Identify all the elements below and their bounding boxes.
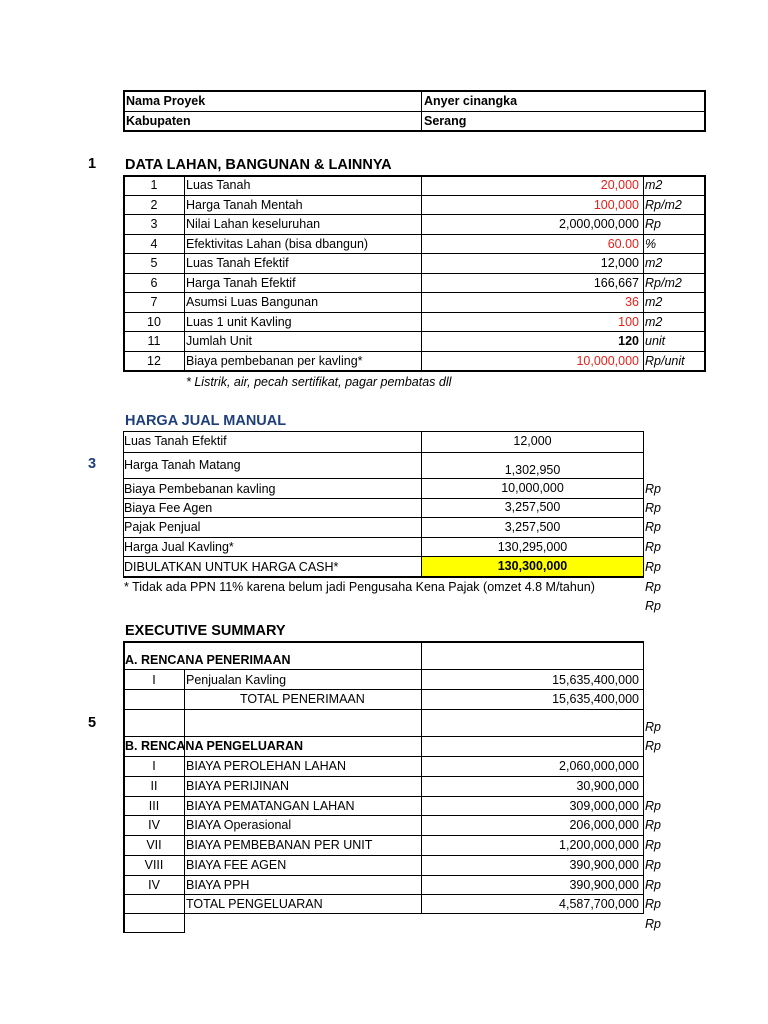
data-lahan-row-label: Jumlah Unit: [186, 334, 252, 348]
pengeluaran-row-label: BIAYA PEROLEHAN LAHAN: [186, 759, 347, 773]
pengeluaran-row-unit: Rp: [645, 838, 661, 853]
last-row-unit: Rp: [645, 917, 661, 931]
pengeluaran-row-value: 390,900,000: [569, 858, 639, 872]
data-lahan-row-unit: unit: [645, 334, 666, 348]
harga-jual-row-label: Harga Jual Kavling*: [124, 540, 234, 554]
section-title-harga-jual: HARGA JUAL MANUAL: [125, 413, 287, 429]
data-lahan-row-no: 4: [150, 236, 158, 251]
cash-price-value: 130,300,000: [497, 559, 568, 573]
pengeluaran-row-label: BIAYA FEE AGEN: [186, 858, 287, 872]
harga-jual-row-label: Biaya Pembebanan kavling: [124, 482, 276, 496]
data-lahan-row-unit: m2: [645, 295, 663, 309]
pengeluaran-row-label: BIAYA PEMBEBANAN PER UNIT: [186, 838, 373, 853]
section-title-executive-summary: EXECUTIVE SUMMARY: [125, 623, 286, 639]
data-lahan-row-label: Luas 1 unit Kavling: [186, 314, 292, 329]
pengeluaran-row-value: 390,900,000: [569, 877, 639, 892]
data-lahan-row-no: 1: [150, 178, 158, 192]
total-penerimaan-label: TOTAL PENERIMAAN: [240, 692, 365, 706]
data-lahan-row-unit: Rp/unit: [645, 353, 685, 368]
pengeluaran-row-value: 2,060,000,000: [559, 759, 639, 773]
harga-jual-row-label: DIBULATKAN UNTUK HARGA CASH*: [124, 560, 339, 574]
penerimaan-heading: A. RENCANA PENERIMAAN: [125, 653, 291, 667]
data-lahan-row-value[interactable]: 100: [618, 314, 639, 329]
data-lahan-row-label: Nilai Lahan keseluruhan: [186, 217, 321, 231]
pengeluaran-row-label: BIAYA Operasional: [186, 818, 292, 833]
data-lahan-row-unit: m2: [645, 178, 663, 192]
section1-footnote: * Listrik, air, pecah sertifikat, pagar pembatas dll: [186, 375, 452, 389]
data-lahan-row-unit: %: [645, 236, 657, 251]
pengeluaran-row-no: IV: [148, 818, 160, 833]
harga-jual-row-label: Biaya Fee Agen: [124, 501, 213, 515]
pengeluaran-row-label: BIAYA PEMATANGAN LAHAN: [186, 798, 355, 813]
total-pengeluaran-value: 4,587,700,000: [559, 897, 639, 911]
data-lahan-row-value[interactable]: 20,000: [600, 178, 639, 192]
data-lahan-row-unit: Rp/m2: [645, 275, 682, 290]
data-lahan-row-no: 10: [147, 314, 161, 329]
data-lahan-row-label: Biaya pembebanan per kavling*: [186, 353, 363, 368]
data-lahan-row-value: 120: [618, 334, 639, 348]
harga-jual-row-label: Luas Tanah Efektif: [124, 434, 227, 448]
data-lahan-row-no: 6: [150, 275, 158, 290]
pengeluaran-row-unit: Rp: [645, 818, 661, 833]
blank-row-unit: Rp: [645, 720, 661, 734]
harga-jual-row-value: 3,257,500: [504, 520, 561, 534]
data-lahan-row-unit: m2: [645, 314, 663, 329]
data-lahan-row-value: 2,000,000,000: [559, 217, 639, 231]
data-lahan-row-no: 3: [150, 217, 158, 231]
data-lahan-row-no: 7: [150, 295, 158, 309]
data-lahan-row-unit: m2: [645, 256, 663, 270]
data-lahan-row-no: 11: [147, 334, 161, 348]
data-lahan-row-value[interactable]: 100,000: [593, 197, 639, 212]
pengeluaran-row-no: II: [150, 778, 158, 793]
pengeluaran-row-value: 1,200,000,000: [559, 838, 639, 853]
data-lahan-row-value: 166,667: [593, 275, 639, 290]
penerimaan-row-value: 15,635,400,000: [552, 673, 639, 687]
data-lahan-row-unit: Rp/m2: [645, 197, 682, 212]
pengeluaran-row-label: BIAYA PERIJINAN: [186, 778, 290, 793]
harga-jual-row-value: 10,000,000: [501, 481, 564, 495]
harga-jual-row-label: Harga Tanah Matang: [124, 458, 241, 472]
harga-jual-row-value: 130,295,000: [497, 540, 568, 554]
kabupaten-label: Kabupaten: [126, 114, 191, 128]
pengeluaran-row-no: IV: [148, 877, 160, 892]
section-number-5: 5: [88, 715, 97, 731]
harga-jual-row-unit: Rp: [645, 482, 661, 496]
section3-footnote: * Tidak ada PPN 11% karena belum jadi Pengusaha Kena Pajak (omzet 4.8 M/tahun): [124, 580, 595, 594]
pengeluaran-row-unit: Rp: [645, 858, 661, 872]
data-lahan-row-label: Asumsi Luas Bangunan: [186, 295, 319, 309]
section-number-1: 1: [88, 156, 97, 172]
kabupaten-value[interactable]: Serang: [424, 114, 467, 128]
section-number-3: 3: [88, 456, 97, 472]
project-name-label: Nama Proyek: [126, 94, 206, 108]
section3-footnote-unit: Rp: [645, 580, 661, 594]
data-lahan-row-label: Harga Tanah Mentah: [186, 197, 303, 212]
data-lahan-row-label: Efektivitas Lahan (bisa dbangun): [186, 236, 369, 251]
total-penerimaan-value: 15,635,400,000: [552, 692, 639, 706]
harga-jual-row-value: 12,000: [513, 434, 552, 448]
harga-jual-row-label: Pajak Penjual: [124, 520, 201, 534]
pengeluaran-row-no: VII: [146, 838, 162, 853]
project-name-value[interactable]: Anyer cinangka: [424, 94, 518, 108]
pengeluaran-row-no: III: [148, 798, 160, 813]
pengeluaran-heading-unit: Rp: [645, 739, 661, 753]
pengeluaran-heading: B. RENCANA PENGELUARAN: [125, 739, 304, 753]
pengeluaran-row-value: 30,900,000: [576, 778, 639, 793]
data-lahan-row-value[interactable]: 10,000,000: [576, 353, 639, 368]
data-lahan-row-no: 2: [150, 197, 158, 212]
penerimaan-row-label: Penjualan Kavling: [186, 673, 287, 687]
pengeluaran-row-no: I: [152, 759, 156, 773]
data-lahan-row-no: 12: [147, 353, 161, 368]
total-pengeluaran-unit: Rp: [645, 897, 661, 911]
harga-jual-row-unit: Rp: [645, 520, 661, 534]
harga-jual-row-unit: Rp: [645, 560, 661, 574]
section3-extra-unit: Rp: [645, 599, 661, 613]
harga-jual-row-value: 3,257,500: [504, 500, 561, 514]
harga-jual-row-unit: Rp: [645, 501, 661, 515]
data-lahan-row-value: 12,000: [600, 256, 639, 270]
pengeluaran-row-value: 309,000,000: [569, 798, 639, 813]
data-lahan-row-unit: Rp: [645, 217, 661, 231]
harga-jual-row-value: 1,302,950: [504, 463, 561, 477]
data-lahan-row-no: 5: [150, 256, 158, 270]
pengeluaran-row-label: BIAYA PPH: [186, 877, 250, 892]
data-lahan-row-label: Luas Tanah Efektif: [186, 256, 289, 270]
data-lahan-row-label: Harga Tanah Efektif: [186, 275, 296, 290]
data-lahan-row-label: Luas Tanah: [186, 178, 251, 192]
data-lahan-row-value[interactable]: 60.00: [607, 236, 639, 251]
pengeluaran-row-unit: Rp: [645, 798, 661, 813]
pengeluaran-row-value: 206,000,000: [569, 818, 639, 833]
section-title-data-lahan: DATA LAHAN, BANGUNAN & LAINNYA: [125, 157, 392, 173]
pengeluaran-row-no: VIII: [144, 858, 164, 872]
data-lahan-row-value[interactable]: 36: [625, 295, 639, 309]
penerimaan-row-no: I: [152, 673, 156, 687]
harga-jual-row-unit: Rp: [645, 540, 661, 554]
total-pengeluaran-label: TOTAL PENGELUARAN: [186, 897, 323, 911]
pengeluaran-row-unit: Rp: [645, 877, 661, 892]
